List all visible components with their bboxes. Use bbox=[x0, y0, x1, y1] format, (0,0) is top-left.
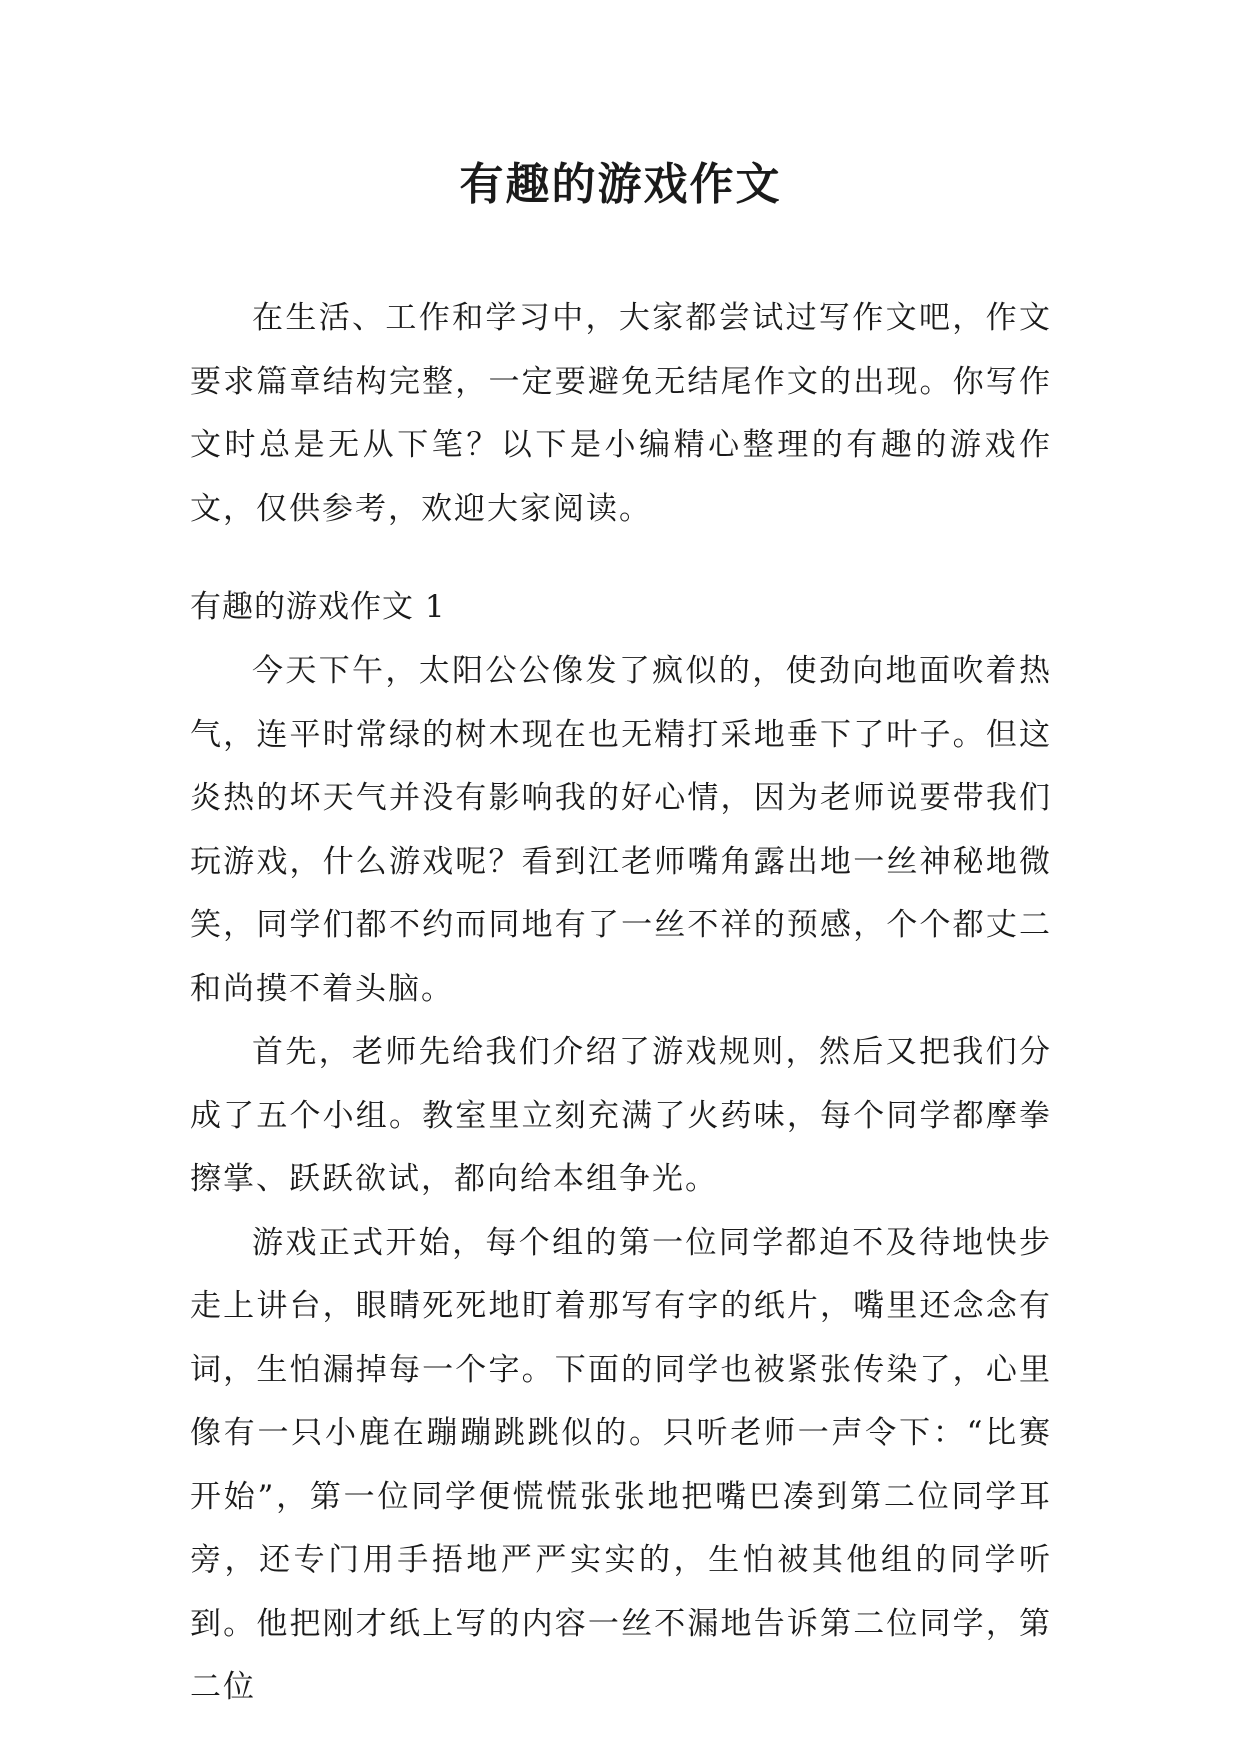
intro-section bbox=[190, 287, 1052, 541]
article-body bbox=[190, 640, 1052, 1720]
body-paragraph-3: 游戏正式开始，每个组的第一位同学都迫不及待地快步走上讲台，眼睛死死地盯着那写有字的纸片，嘴里还念念有词，生怕漏掉每一个字。下面的同学也被紧张传染了，心里像有一只小鹿在蹦蹦跳跳似的。只听老师一声令下：“比赛开始”，第一位同学便慌慌张张地把嘴巴凑到第二位同学耳旁，还专门用手捂地严严实实的，生怕被其他组的同学听到。他把刚才纸上写的内容一丝不漏地告诉第二位同学，第二位 bbox=[190, 1224, 1052, 1705]
body-paragraph-2: 首先，老师先给我们介绍了游戏规则，然后又把我们分成了五个小组。教室里立刻充满了火药味，每个同学都摩拳擦掌、跃跃欲试，都向给本组争光。 bbox=[190, 1034, 1052, 1197]
intro-paragraph: 在生活、工作和学习中，大家都尝试过写作文吧，作文要求篇章结构完整，一定要避免无结尾作文的出现。你写作文时总是无从下笔？以下是小编精心整理的有趣的游戏作文，仅供参考，欢迎大家阅读。 bbox=[190, 300, 1052, 527]
body-paragraph-1: 今天下午，太阳公公像发了疯似的，使劲向地面吹着热气，连平时常绿的树木现在也无精打采地垂下了叶子。但这炎热的坏天气并没有影响我的好心情，因为老师说要带我们玩游戏，什么游戏呢？看到江老师嘴角露出地一丝神秘地微笑，同学们都不约而同地有了一丝不祥的预感，个个都丈二和尚摸不着头脑。 bbox=[190, 653, 1052, 1007]
page-title: 有趣的游戏作文 bbox=[459, 159, 782, 210]
section-heading: 有趣的游戏作文 1 bbox=[190, 589, 446, 625]
